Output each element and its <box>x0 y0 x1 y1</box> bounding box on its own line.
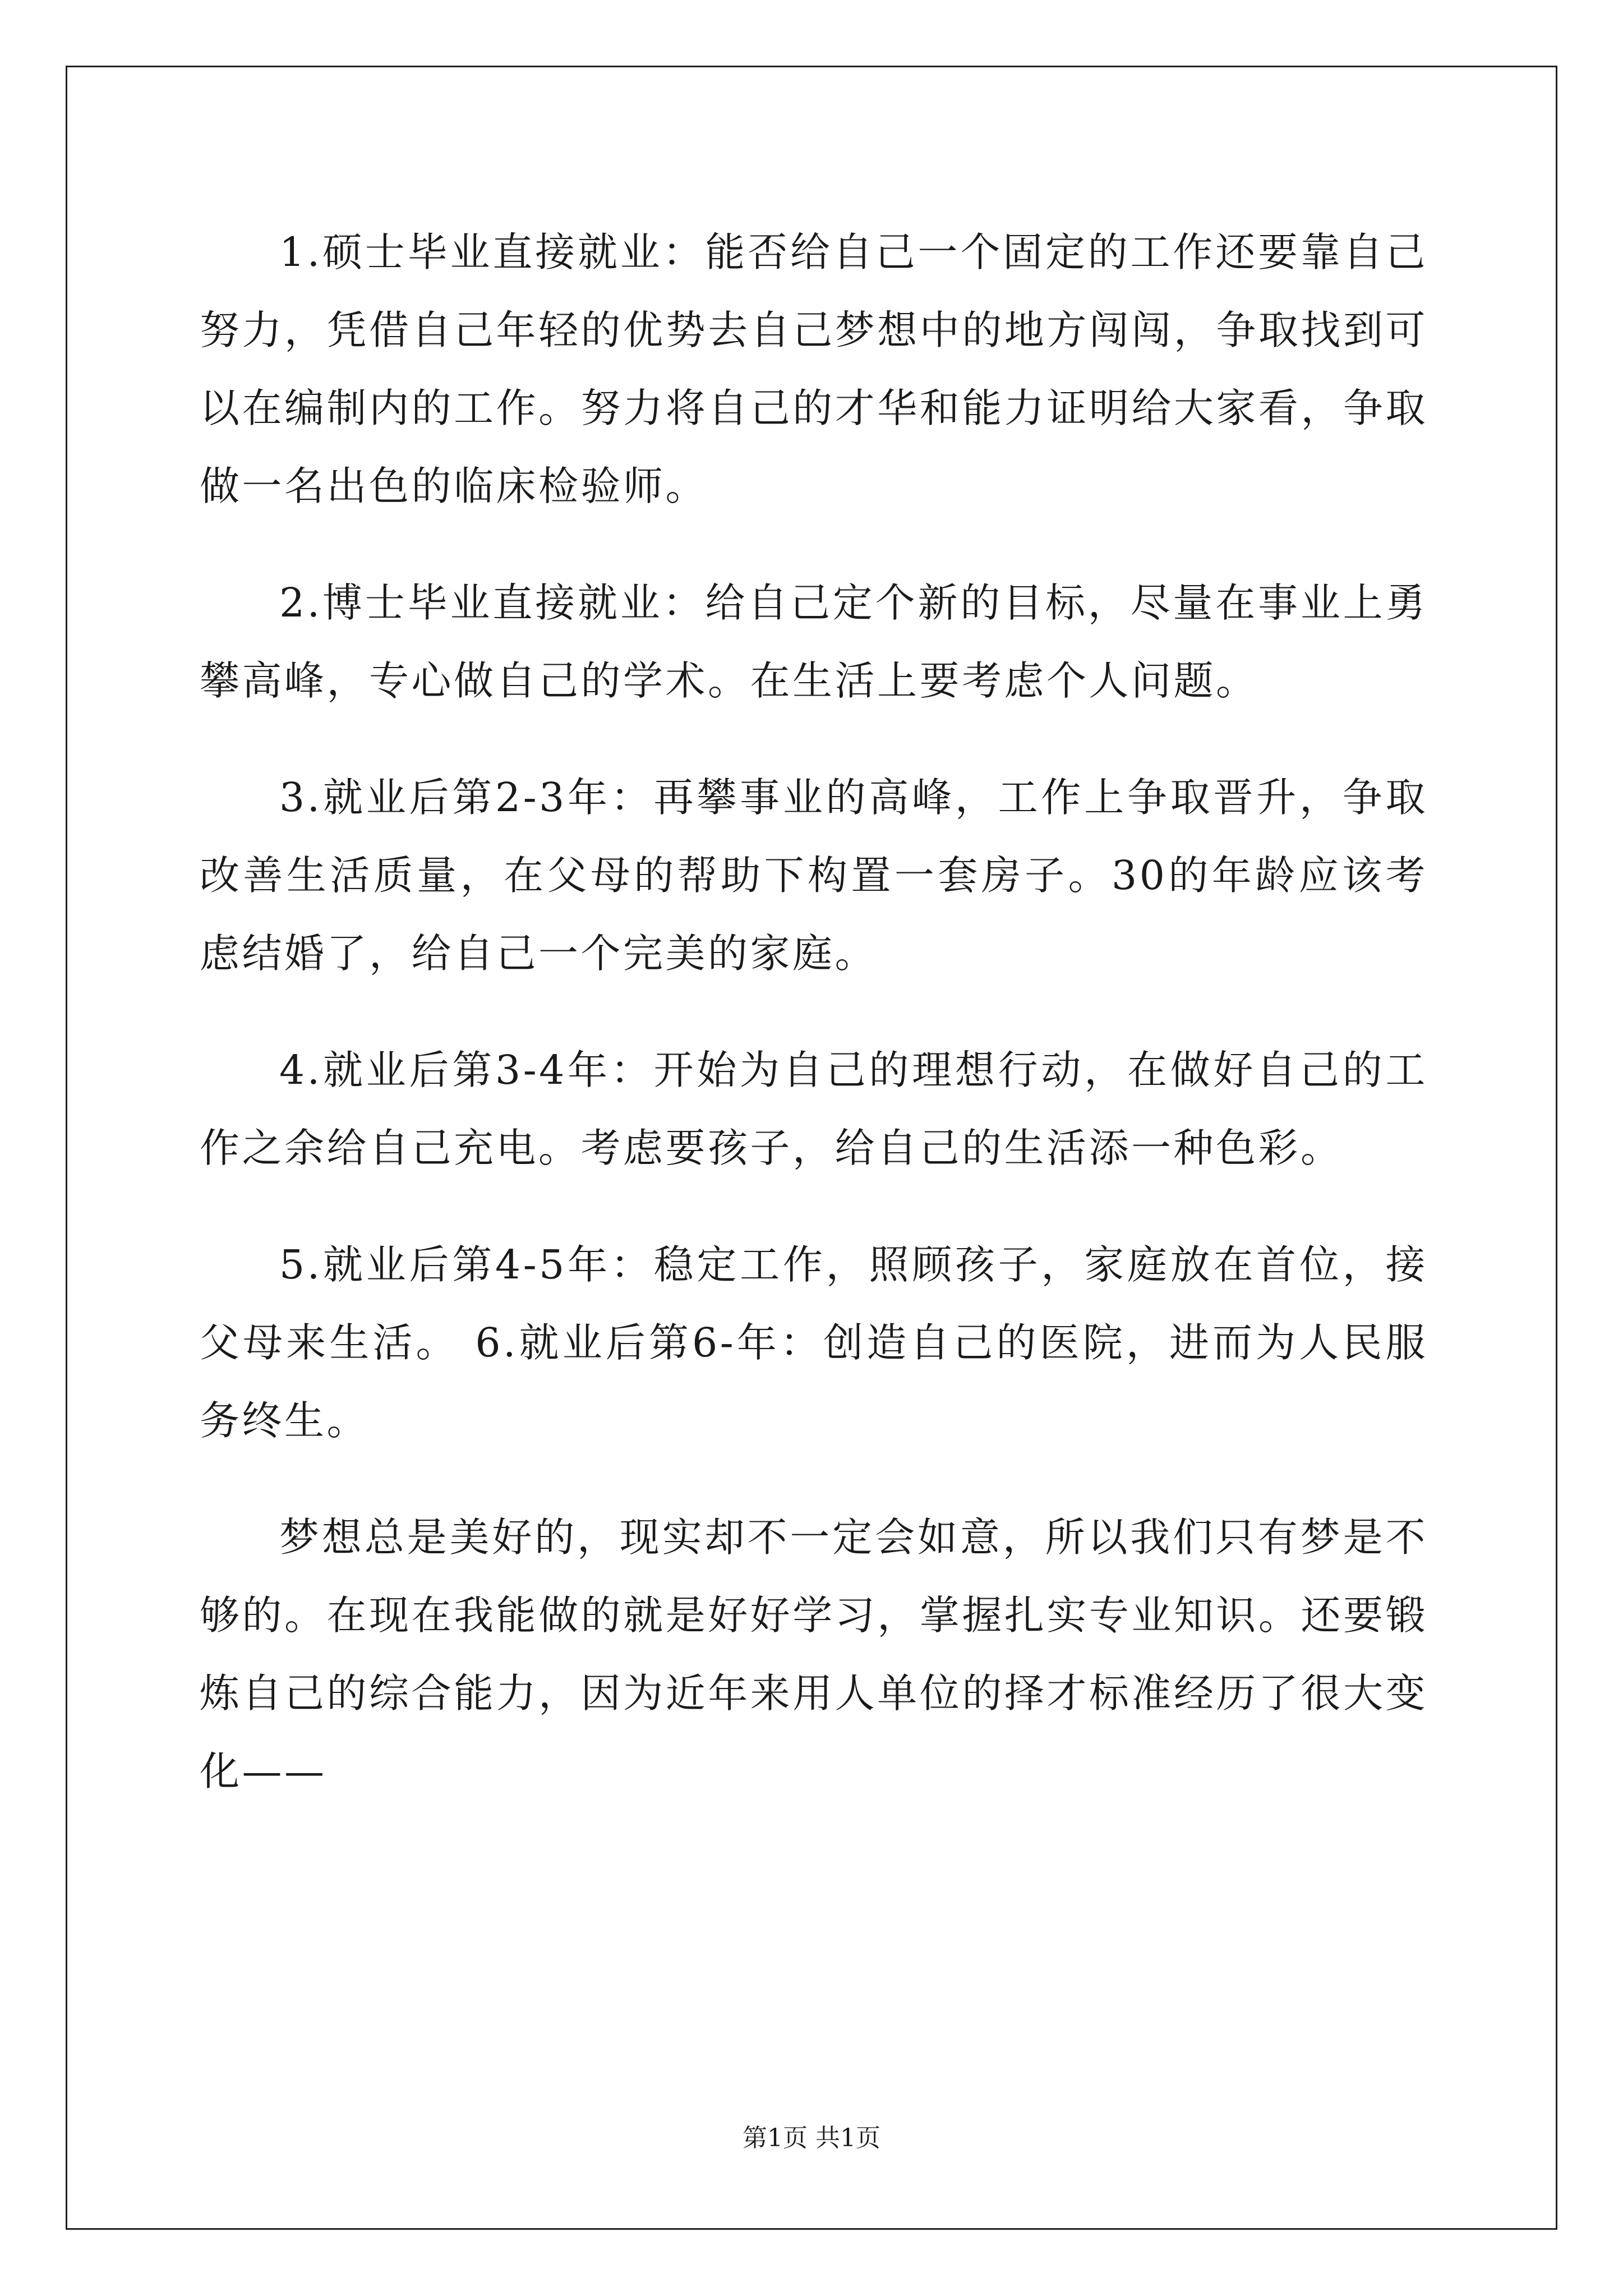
page-footer: 第1页 共1页 <box>743 2124 880 2152</box>
paragraph-4: 4.就业后第3-4年：开始为自己的理想行动，在做好自己的工作之余给自己充电。考虑要孩子，给自己的生活添一种色彩。 <box>200 1047 1428 1171</box>
document-body <box>200 213 1428 1849</box>
paragraph-1: 1.硕士毕业直接就业：能否给自己一个固定的工作还要靠自己努力，凭借自己年轻的优势去自己梦想中的地方闯闯，争取找到可以在编制内的工作。努力将自己的才华和能力证明给大家看，争取做一名出色的临床检验师。 <box>200 229 1428 509</box>
paragraph-2: 2.博士毕业直接就业：给自己定个新的目标，尽量在事业上勇攀高峰，专心做自己的学术。在生活上要考虑个人问题。 <box>200 579 1428 704</box>
paragraph-3: 3.就业后第2-3年：再攀事业的高峰，工作上争取晋升，争取改善生活质量，在父母的帮助下构置一套房子。30的年龄应该考虑结婚了，给自己一个完美的家庭。 <box>200 774 1428 977</box>
paragraph-5: 5.就业后第4-5年：稳定工作，照顾孩子，家庭放在首位，接父母来生活。 6.就业后第6-年：创造自己的医院，进而为人民服务终生。 <box>200 1241 1428 1444</box>
paragraph-6: 梦想总是美好的，现实却不一定会如意，所以我们只有梦是不够的。在现在我能做的就是好好学习，掌握扎实专业知识。还要锻炼自己的综合能力，因为近年来用人单位的择才标准经历了很大变化—— <box>200 1514 1428 1795</box>
